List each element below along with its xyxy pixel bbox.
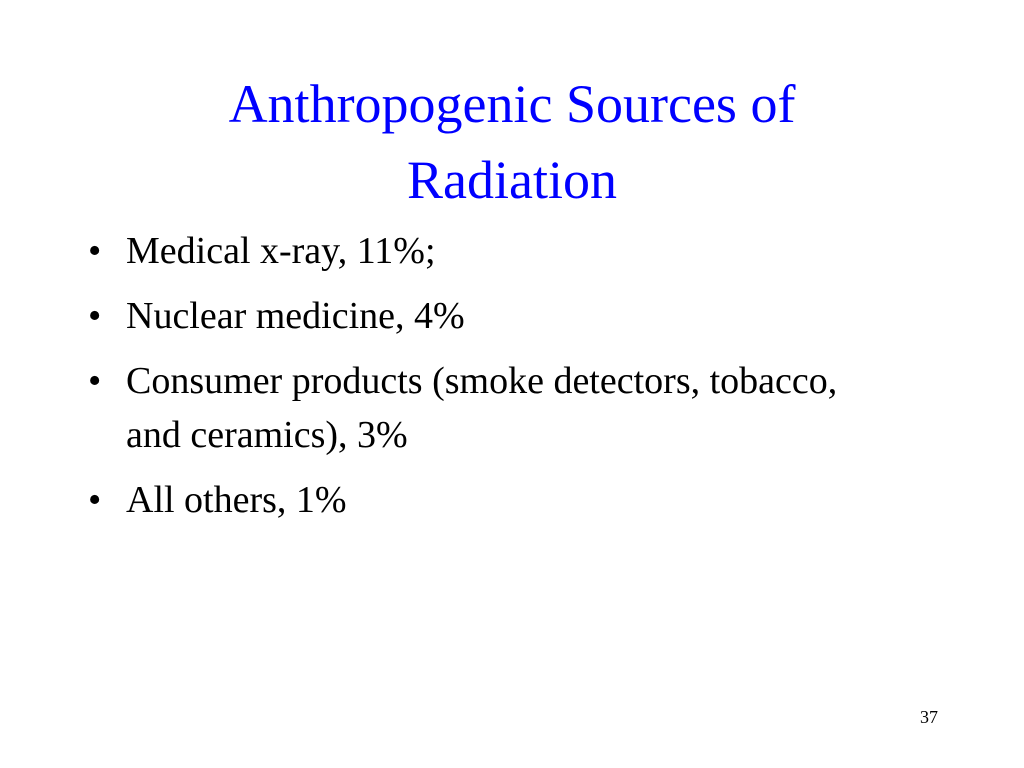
bullet-icon: •: [88, 230, 102, 272]
bullet-text: Nuclear medicine, 4%: [126, 295, 465, 337]
bullet-icon: •: [88, 479, 102, 521]
bullet-list: [88, 224, 868, 538]
bullet-text: Medical x-ray, 11%;: [126, 230, 436, 272]
bullet-item-all-others: [88, 473, 868, 527]
page-number: 37: [920, 707, 938, 727]
slide-title-line-1: Anthropogenic Sources of: [228, 74, 796, 134]
bullet-text: Consumer products (smoke detectors, tobacco, and ceramics), 3%: [126, 360, 838, 456]
slide-title-line-2: Radiation: [407, 150, 617, 210]
bullet-icon: •: [88, 295, 102, 337]
bullet-item-nuclear-medicine: [88, 289, 868, 343]
bullet-item-consumer-products: [88, 354, 868, 462]
bullet-icon: •: [88, 360, 102, 402]
bullet-item-medical-xray: [88, 224, 868, 278]
slide-title: [80, 66, 944, 218]
bullet-text: All others, 1%: [126, 479, 347, 521]
